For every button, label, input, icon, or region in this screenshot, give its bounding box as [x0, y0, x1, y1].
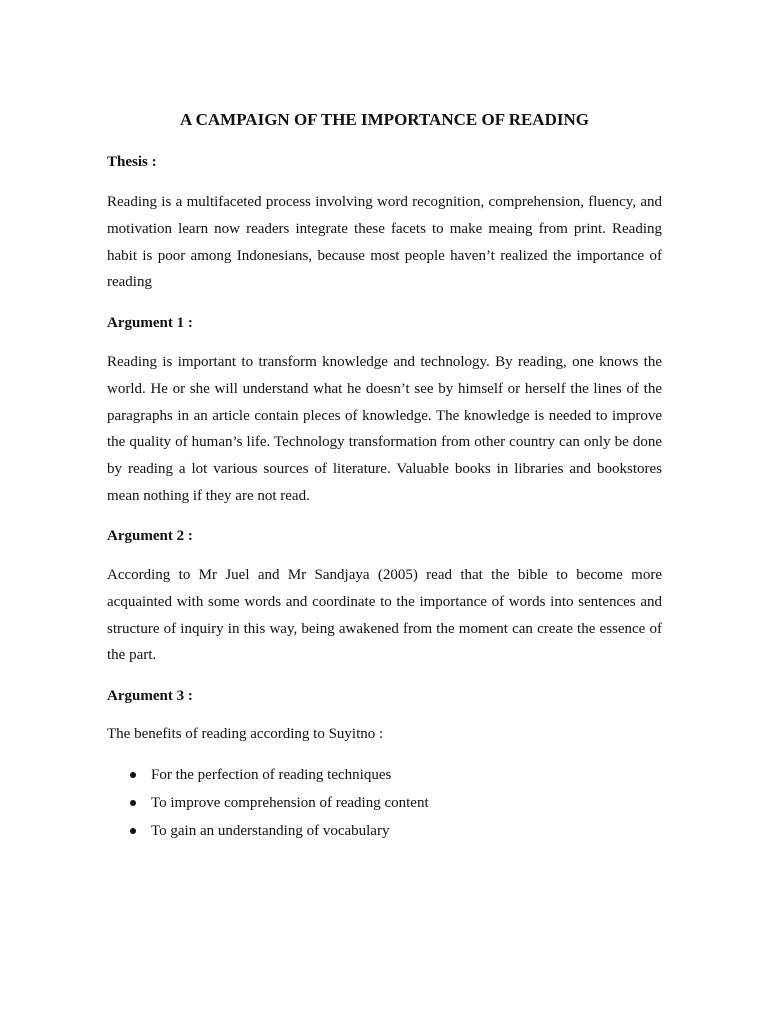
document-title: A CAMPAIGN OF THE IMPORTANCE OF READING	[180, 110, 589, 129]
section-heading-argument-3: Argument 3 :	[107, 688, 193, 704]
list-item	[107, 820, 429, 848]
bullet-icon	[130, 828, 136, 834]
list-item-text: To improve comprehension of reading content	[151, 795, 429, 811]
section-heading-argument-2: Argument 2 :	[107, 528, 193, 544]
bullet-icon	[130, 800, 136, 806]
list-item-text: For the perfection of reading techniques	[151, 767, 392, 783]
section-text-argument-2: According to Mr Juel and Mr Sandjaya (2005) read that the bible to become more acquainted with some words and coordinate to the importance of words into sentences and structure of inquiry in this way, being awakened from the moment can create the essence of the part.	[107, 567, 662, 664]
section-heading-argument-1: Argument 1 :	[107, 315, 193, 331]
section-text-thesis: Reading is a multifaceted process involving word recognition, comprehension, fluency, and motivation learn now readers integrate these facets to make meaing from print. Reading habit is poor among Indonesians, because most people haven’t realized the importance of reading	[107, 194, 662, 291]
bullet-icon	[130, 772, 136, 778]
benefits-list	[107, 764, 429, 848]
list-item	[107, 792, 429, 820]
section-text-argument-3: The benefits of reading according to Suyitno :	[107, 726, 384, 742]
section-text-argument-1: Reading is important to transform knowledge and technology. By reading, one knows the world. He or she will understand what he doesn’t see by himself or herself the lines of the paragraphs in an article contain pleces of knowledge. The knowledge is needed to improve the quality of human’s life. Technology transformation from other country can only be done by reading a lot various sources of literature. Valuable books in libraries and bookstores mean nothing if they are not read.	[107, 354, 662, 504]
list-item-text: To gain an understanding of vocabulary	[151, 823, 390, 839]
section-heading-thesis: Thesis :	[107, 154, 157, 170]
list-item	[107, 764, 429, 792]
